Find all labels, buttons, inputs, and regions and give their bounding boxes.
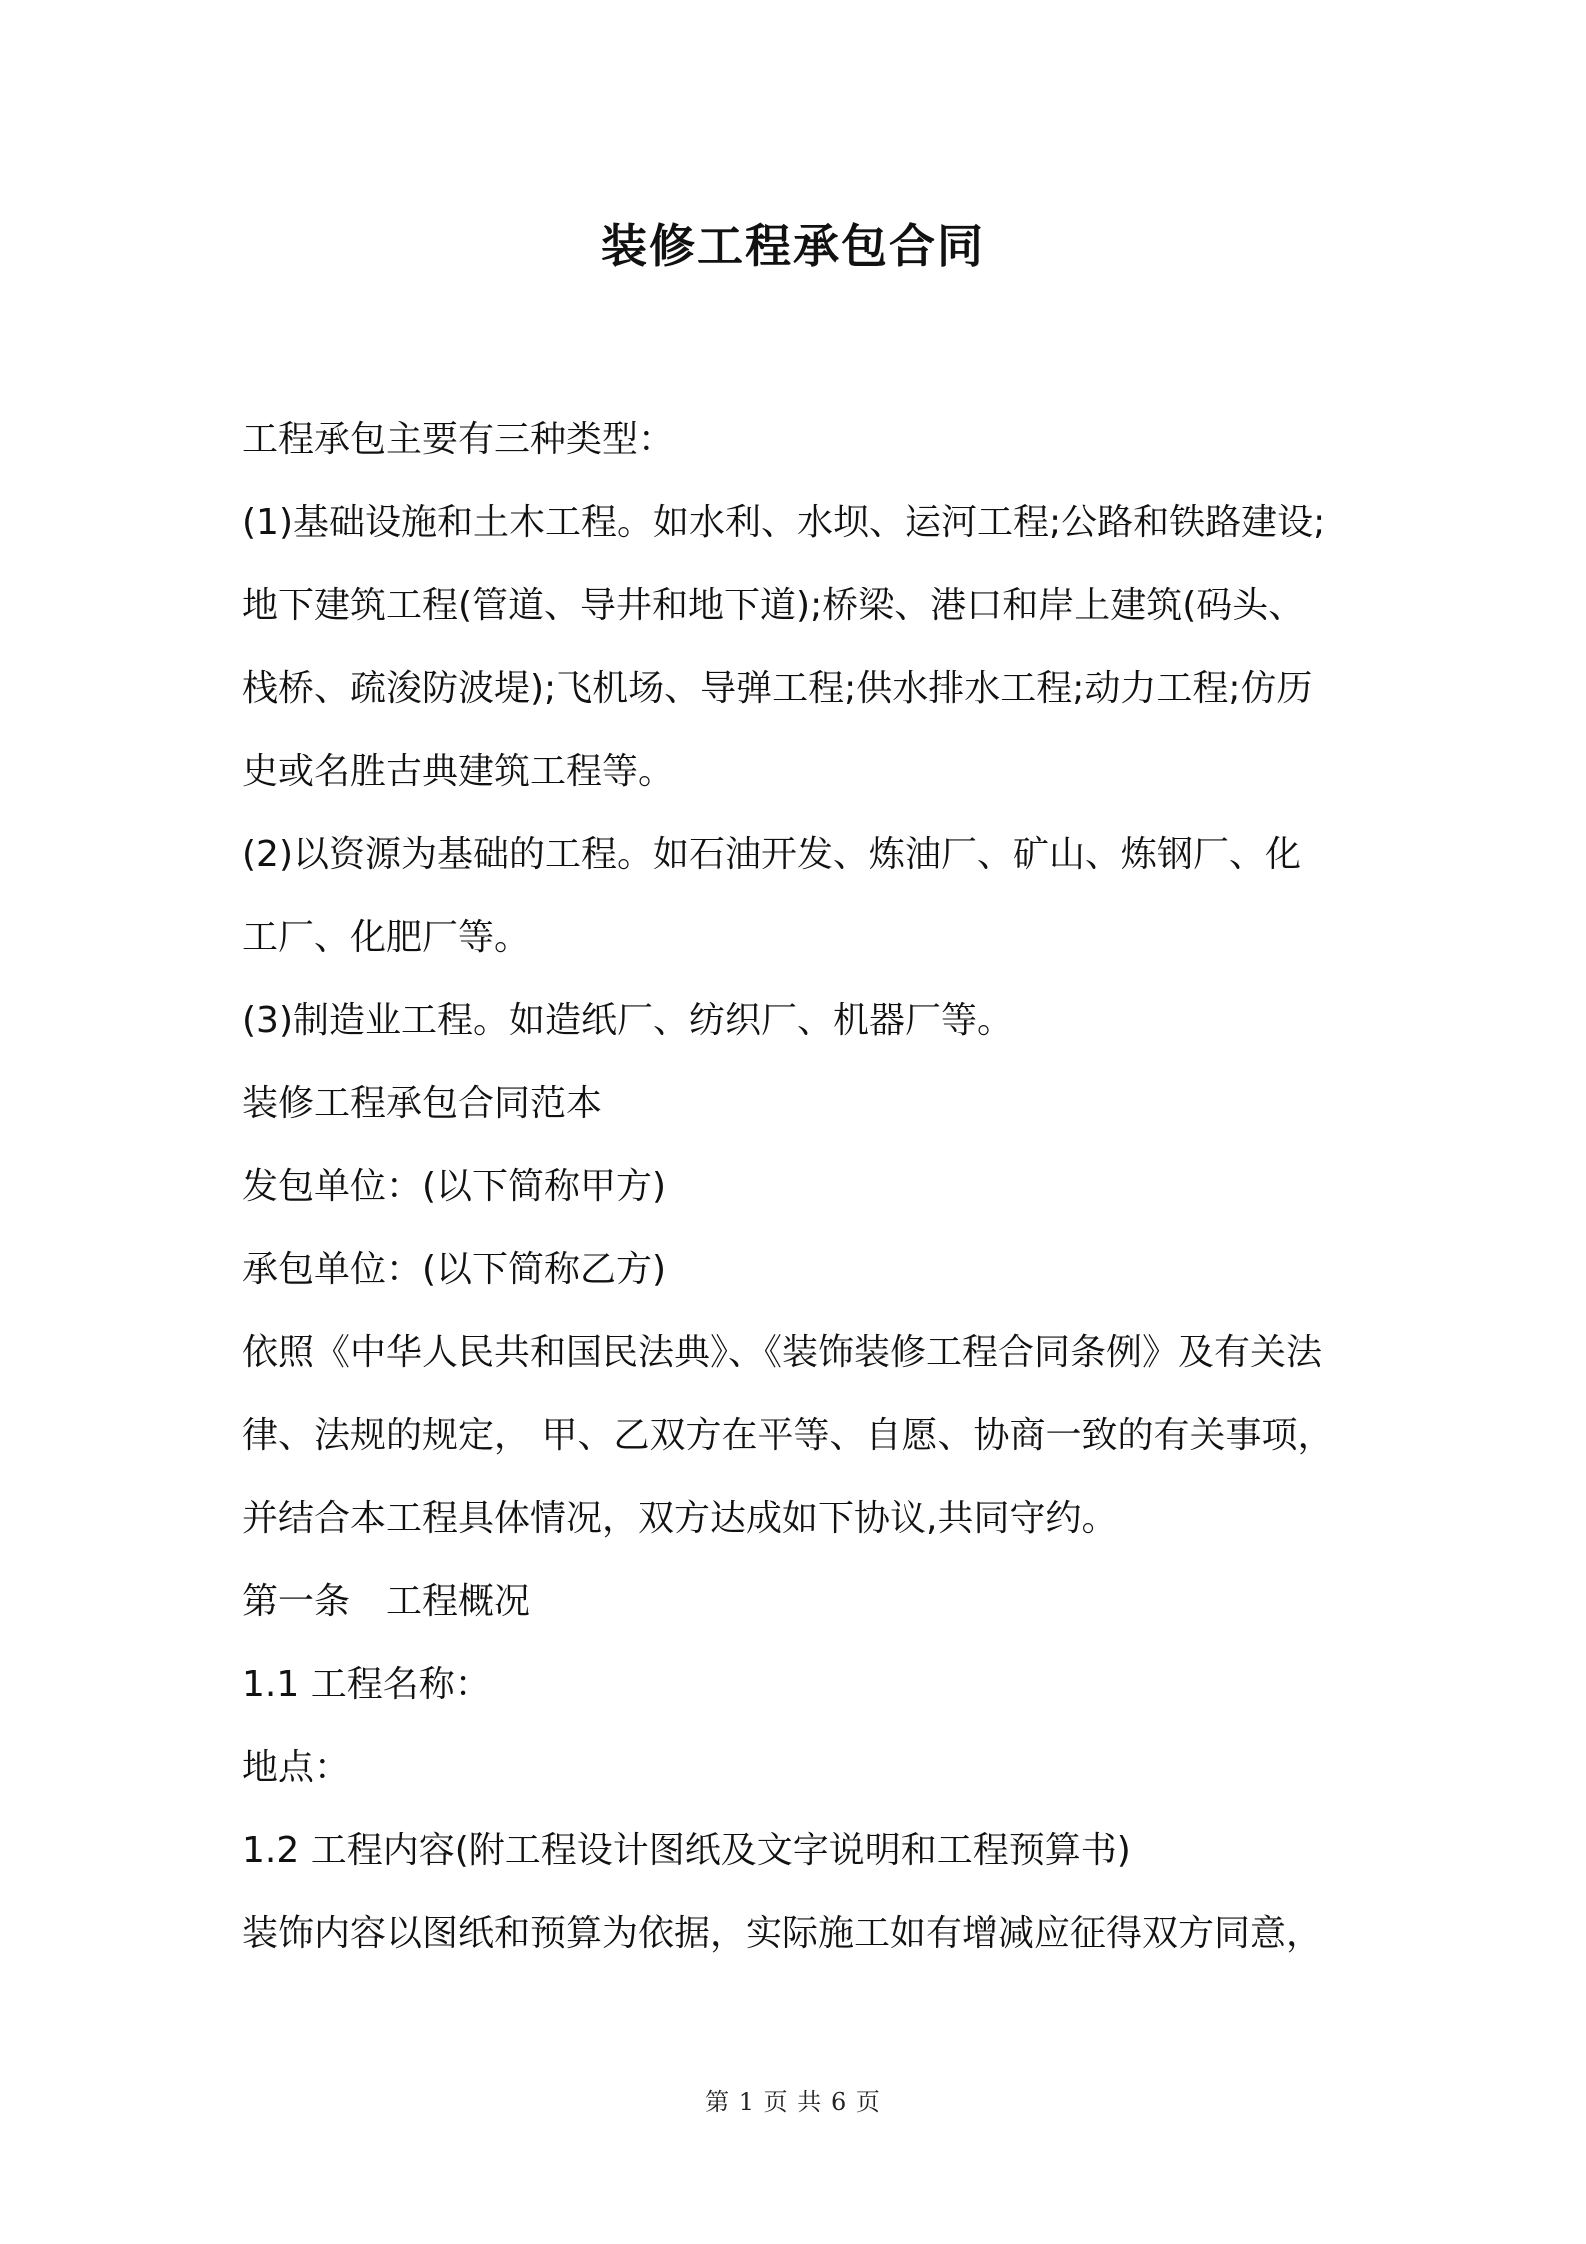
body-line: 承包单位：(以下简称乙方) [242,1249,667,1290]
body-line: 1.1 工程名称： [242,1664,491,1705]
body-line: 地下建筑工程(管道、导井和地下道);桥梁、港口和岸上建筑(码头、 [242,585,1305,626]
body-line: 装饰内容以图纸和预算为依据，实际施工如有增减应征得双方同意， [242,1913,1323,1954]
body-line: 栈桥、疏浚防波堤);飞机场、导弹工程;供水排水工程;动力工程;仿历 [242,668,1313,709]
body-line: 1.2 工程内容(附工程设计图纸及文字说明和工程预算书) [242,1830,1131,1871]
body-line: (3)制造业工程。如造纸厂、纺织厂、机器厂等。 [242,1000,1013,1041]
body-line: 发包单位：(以下简称甲方) [242,1166,667,1207]
body-line: (2)以资源为基础的工程。如石油开发、炼油厂、矿山、炼钢厂、化 [242,834,1301,875]
body-line: 工程承包主要有三种类型： [242,419,675,460]
article-heading: 第一条 工程概况 [242,1581,531,1622]
document-title: 装修工程承包合同 [601,219,985,273]
body-line: 并结合本工程具体情况，双方达成如下协议,共同守约。 [242,1498,1118,1539]
body-line: 地点： [242,1747,351,1788]
body-line: 史或名胜古典建筑工程等。 [242,751,675,792]
section-heading: 装修工程承包合同范本 [242,1083,603,1124]
body-line: 律、法规的规定， 甲、乙双方在平等、自愿、协商一致的有关事项， [242,1415,1334,1456]
body-line: 工厂、化肥厂等。 [242,917,531,958]
page-footer: 第 1 页 共 6 页 [705,2088,881,2116]
document-body [242,410,1382,1987]
body-line: (1)基础设施和土木工程。如水利、水坝、运河工程;公路和铁路建设; [242,502,1326,543]
body-line: 依照《中华人民共和国民法典》、《装饰装修工程合同条例》及有关法 [242,1332,1323,1373]
